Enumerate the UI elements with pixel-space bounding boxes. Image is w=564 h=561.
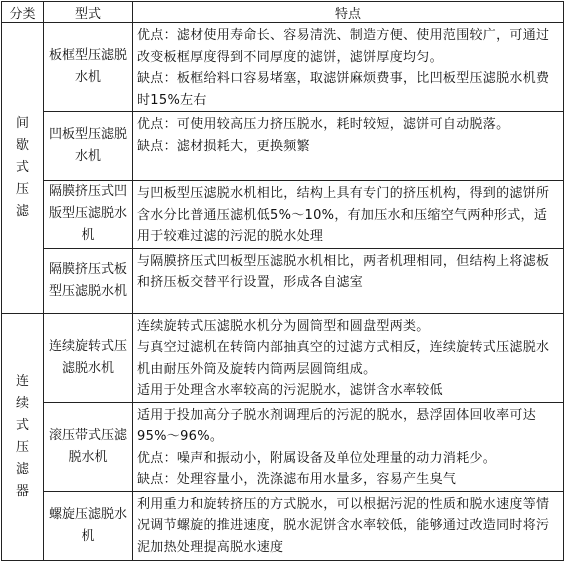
category-char: 式 [15,159,29,175]
category-char: 器 [15,483,29,499]
table-row [2,402,564,491]
category-char: 压 [15,439,29,455]
features-cell [133,491,564,560]
header-row [2,2,564,23]
feature-paragraph: 优点：可使用较高压力挤压脱水，耗时较短，滤饼可自动脱落。 [137,117,510,132]
category-char: 间 [15,115,29,131]
table-row [2,23,564,112]
features-cell [133,402,564,491]
table-row [2,181,564,249]
table-row [2,491,564,560]
header-type: 型式 [44,2,133,23]
filter-press-table [1,1,564,561]
category-char: 歇 [15,137,29,153]
feature-paragraph: 适用于处理含水率较高的污泥脱水，滤饼含水率较低 [137,383,443,398]
feature-paragraph: 缺点：滤材损耗大，更换频繁 [137,138,310,154]
type-cell: 螺旋压滤脱水机 [44,491,133,560]
type-cell: 凹板型压滤脱水机 [44,112,133,181]
features-cell [133,313,564,402]
table-row [2,112,564,181]
feature-paragraph: 连续旋转式压滤脱水机分为圆筒型和圆盘型两类。 [137,318,430,334]
category-cell-intermittent [2,23,44,314]
feature-paragraph: 适用于投加高分子脱水剂调理后的污泥的脱水，悬浮固体回收率可达95%～96%。 [137,407,537,444]
header-category: 分类 [2,2,44,23]
table-row [2,313,564,402]
feature-paragraph: 优点：滤材使用寿命长、容易清洗、制造方便、使用范围较广，可通过改变板框厚度得到不同厚度的滤饼，滤饼厚度均匀。 [137,28,550,65]
feature-paragraph: 缺点：处理容量小，洗涤滤布用水量多，容易产生臭气 [137,472,457,487]
category-char: 滤 [15,461,29,477]
type-cell: 滚压带式压滤脱水机 [44,402,133,491]
feature-paragraph: 与隔膜挤压式凹板型压滤脱水机相比，两者机理相同，但结构上将滤板和挤压板交替平行设置，形成各自滤室 [137,253,550,290]
category-char: 滤 [15,203,29,219]
table-row [2,248,564,313]
features-cell [133,181,564,249]
feature-paragraph: 缺点：板框给料口容易堵塞，取滤饼麻烦费事，比凹板型压滤脱水机费时15%左右 [137,71,550,108]
features-cell [133,248,564,313]
category-char: 续 [15,395,29,411]
features-cell [133,112,564,181]
type-cell: 板框型压滤脱水机 [44,23,133,112]
feature-paragraph: 与真空过滤机在转筒内部抽真空的过滤方式相反，连续旋转式压滤脱水机由耐压外筒及旋转内筒两层圆筒组成。 [137,340,550,377]
category-cell-continuous [2,313,44,560]
category-char: 压 [15,181,29,197]
category-char: 式 [15,417,29,433]
feature-paragraph: 利用重力和旋转挤压的方式脱水，可以根据污泥的性质和脱水速度等情况调节螺旋的推进速度，脱水泥饼含水率较低，能够通过改造同时将污泥加热处理提高脱水速度 [137,496,550,555]
feature-paragraph: 优点：噪声和振动小，附属设备及单位处理量的动力消耗少。 [137,450,497,466]
category-char: 连 [15,373,29,389]
type-cell: 隔膜挤压式凹版型压滤脱水机 [44,181,133,249]
type-cell: 连续旋转式压滤脱水机 [44,313,133,402]
feature-paragraph: 与凹板型压滤脱水机相比，结构上具有专门的挤压机构，得到的滤饼所含水分比普通压滤机低5%～10%，有加压水和压缩空气两种形式，适用于较难过滤的污泥的脱水处理 [137,186,550,244]
features-cell [133,23,564,112]
header-features: 特点 [133,2,564,23]
type-cell: 隔膜挤压式板型压滤脱水机 [44,248,133,313]
